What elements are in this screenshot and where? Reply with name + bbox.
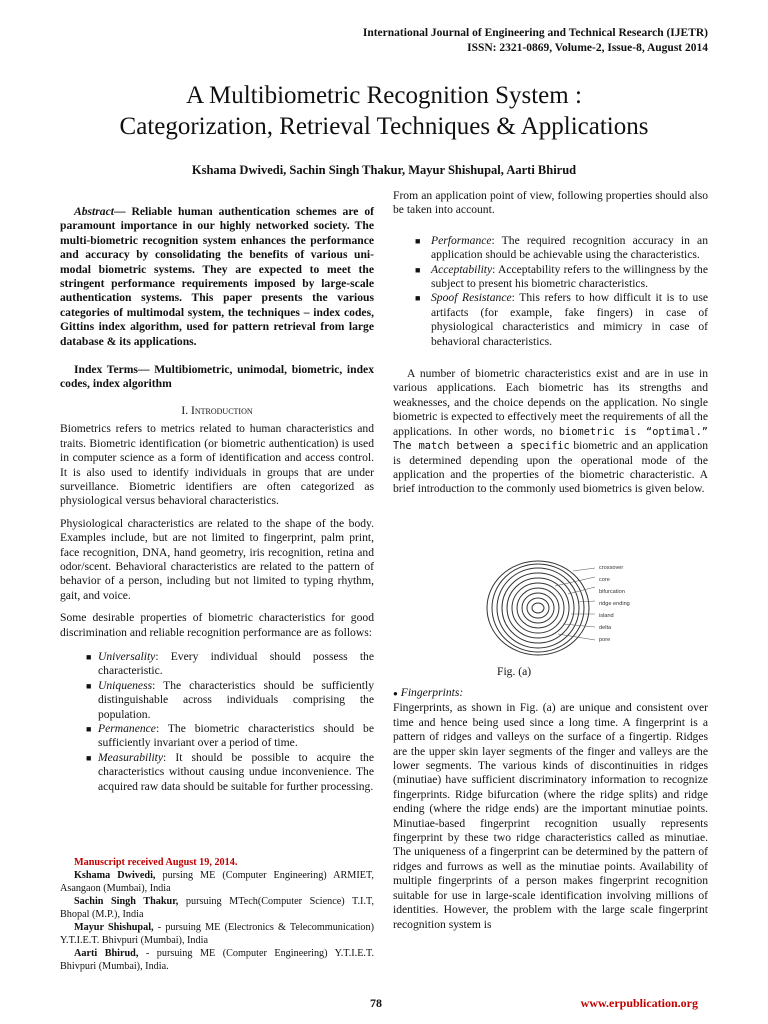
footnote-author-name: Sachin Singh Thakur, <box>74 896 179 907</box>
list-item-term: Universality <box>98 649 156 663</box>
list-item-text: : Every individual should possess the characteristic. <box>98 649 374 678</box>
application-property-list <box>393 234 708 349</box>
list-item <box>393 234 708 263</box>
left-column <box>60 205 374 794</box>
list-item <box>60 650 374 679</box>
footnote-author-text: pursing ME (Computer Engineering) ARMIET, Asangaon (Mumbai), India <box>60 870 374 894</box>
title-line-2: Categorization, Retrieval Techniques & Applications <box>119 113 649 140</box>
fingerprints-heading-text: Fingerprints: <box>400 686 464 699</box>
square-bullet-icon: ■ <box>86 724 92 734</box>
list-item <box>60 751 374 794</box>
figure-labels <box>599 562 630 646</box>
footnote-author-2 <box>60 895 374 921</box>
list-item-term: Measurability <box>98 750 164 764</box>
figure-label: pore <box>599 637 611 643</box>
author-list: Kshama Dwivedi, Sachin Singh Thakur, Mayur Shishupal, Aarti Bhirud <box>191 163 577 177</box>
section-title: Introduction <box>191 403 253 417</box>
fingerprints-heading <box>393 686 708 701</box>
journal-header <box>363 26 708 56</box>
fingerprints-section <box>393 686 708 932</box>
manuscript-received: Manuscript received August 19, 2014. <box>74 857 238 868</box>
application-paragraph: From an application point of view, following properties should also be taken into account. <box>393 189 708 217</box>
list-item <box>60 679 374 722</box>
right-column <box>393 189 708 497</box>
figure-label: ridge ending <box>599 601 630 607</box>
intro-paragraph-3: Some desirable properties of biometric characteristics for good discrimination and reliable recognition performance are as follows: <box>60 611 374 639</box>
abstract-text: Reliable human authentication schemes are of paramount importance in our highly networked society. The multi-biometric recognition system enhances the performance and accuracy by consolidating the benefits of various uni-modal biometric systems. They are expected to meet the stringent performance requirements imposed by large-scale authentication systems. This paper presents the various categories of multimodal system, the techniques – index codes, Gittins index algorithm, used for pattern retrieval from large database & its applications. <box>60 205 374 348</box>
list-item-term: Acceptability <box>431 262 493 276</box>
footnote-author-name: Kshama Dwivedi, <box>74 870 156 881</box>
list-item-text: : The characteristics should be sufficiently distinguishable across individuals comprising the population. <box>98 678 374 721</box>
abstract-label: Abstract <box>74 205 114 218</box>
list-item-term: Permanence <box>98 722 156 735</box>
journal-issn: ISSN: 2321-0869, Volume-2, Issue-8, August 2014 <box>467 42 708 54</box>
list-item-text: : It should be possible to acquire the characteristics without causing undue inconvenience. The acquired raw data should be suitable for further processing. <box>98 750 374 793</box>
abstract-dash: — <box>113 205 132 218</box>
square-bullet-icon: ■ <box>415 293 421 304</box>
list-item-text: : This refers to how difficult it is to use artifacts (for example, fake fingers) in case of physiological characteristics and mimicry in case of behavioral characteristics. <box>431 291 708 348</box>
journal-name: International Journal of Engineering and Technical Research (IJETR) <box>362 27 708 39</box>
list-item-text: : Acceptability refers to the willingness by the subject to present his biometric characteristics. <box>431 262 708 291</box>
paragraph-text-mono: biometric is “optimal.” The match between a specific <box>393 425 708 453</box>
list-item-text: : The required recognition accuracy in an application should be achievable using the characteristics. <box>431 233 708 262</box>
figure-caption: Fig. (a) <box>497 665 532 678</box>
intro-paragraph-2: Physiological characteristics are related to the shape of the body. Examples include, but are not limited to fingerprint, palm print, face recognition, DNA, hand geometry, iris recognition, retina and odor/scent. Behavioral characteristics are related to the pattern of behavior of a person, including but not limited to typing rhythm, gait, and voice. <box>60 516 374 602</box>
figure-label: core <box>599 577 610 583</box>
intro-paragraph-1: Biometrics refers to metrics related to human characteristics and traits. Biometric identification (or biometric authentication) is used in computer science as a form of identification and access control. It is also used to identify individuals in groups that are under surveillance. Biometric identifiers are often categorized as physiological versus behavioral characteristics. <box>60 422 374 508</box>
biometric-intro-paragraph <box>393 367 708 497</box>
footnote-author-name: Aarti Bhirud, <box>74 948 139 959</box>
square-bullet-icon: ■ <box>415 264 421 275</box>
fingerprint-figure <box>483 556 643 656</box>
title-line-1: A Multibiometric Recognition System : <box>186 82 582 109</box>
footnote-author-3 <box>60 921 374 947</box>
paragraph-text-b: biometric and an application is determined depending upon the operational mode of the application and the properties of the biometric characteristic. A brief introduction to the commonly used biometrics is given below. <box>393 439 708 496</box>
footnote-author-name: Mayur Shishupal, <box>74 922 154 933</box>
footnote-author-4 <box>60 947 374 973</box>
footnote-author-text: - pursuing ME (Computer Engineering) Y.T.I.E.T. Bhivpuri (Mumbai), India. <box>60 948 374 972</box>
list-item <box>393 263 708 292</box>
list-item-term: Performance <box>431 233 492 247</box>
round-bullet-icon: ● <box>393 689 398 698</box>
fingerprints-paragraph: Fingerprints, as shown in Fig. (a) are unique and consistent over time and hence being used since a long time. A fingerprint is a pattern of ridges and valleys on the surface of a fingertip. Ridges are the upper skin layer segments of the finger and valleys are the lower segments. The various kinds of discontinuities in ridges (minutiae) have sufficient discriminatory information to recognize fingerprints. Ridge bifurcation (where the ridge splits) and ridge ending (where the ridge ends) are the important minutiae points. Minutiae-based fingerprint recognition usually represents fingerprint by these two ridge characteristics called as minutiae. The uniqueness of a fingerprint can be determined by the pattern of ridges and furrows as well as the minutiae points. Availability of multiple fingerprints of a person makes fingerprint recognition suitable for use in large-scale identification involving millions of identities. However, the problem with the large scale fingerprint recognition system is <box>393 701 708 931</box>
index-terms: Index Terms— Multibiometric, unimodal, biometric, index codes, index algorithm <box>60 363 374 391</box>
square-bullet-icon: ■ <box>86 752 92 763</box>
list-item-term: Spoof Resistance <box>431 291 512 305</box>
square-bullet-icon: ■ <box>86 651 92 662</box>
paper-title <box>0 80 768 142</box>
section-heading-intro <box>60 404 374 418</box>
property-list <box>60 650 374 794</box>
figure-label: bifurcation <box>599 589 625 595</box>
square-bullet-icon: ■ <box>86 680 92 691</box>
page-number: 78 <box>370 996 382 1010</box>
footnote-author-1 <box>60 869 374 895</box>
list-item <box>393 291 708 349</box>
figure-label: crossover <box>599 565 624 571</box>
section-number: I. <box>181 403 189 417</box>
list-item-term: Uniqueness <box>98 678 153 692</box>
footnote-author-text: - pursuing ME (Electronics & Telecommunication) Y.T.I.E.T. Bhivpuri (Mumbai), India <box>60 922 375 946</box>
figure-label: island <box>599 613 614 619</box>
paragraph-text-a: A number of biometric characteristics exist and are in use in various applications. Each biometric has its strengths and weaknesses, and the choice depends on the application. No single biometric is expected to effectively meet the requirements of all the applications. In other words, no <box>393 367 708 438</box>
author-footnotes <box>60 856 374 973</box>
footnote-author-text: pursuing MTech(Computer Science) T.I.T, Bhopal (M.P.), India <box>60 896 375 920</box>
figure-label: delta <box>599 625 612 631</box>
list-item <box>60 722 374 751</box>
list-item-text: : The biometric characteristics should be sufficiently invariant over a period of time. <box>98 722 374 750</box>
publisher-url[interactable]: www.erpublication.org <box>580 996 698 1010</box>
square-bullet-icon: ■ <box>415 235 421 246</box>
abstract <box>60 205 374 349</box>
